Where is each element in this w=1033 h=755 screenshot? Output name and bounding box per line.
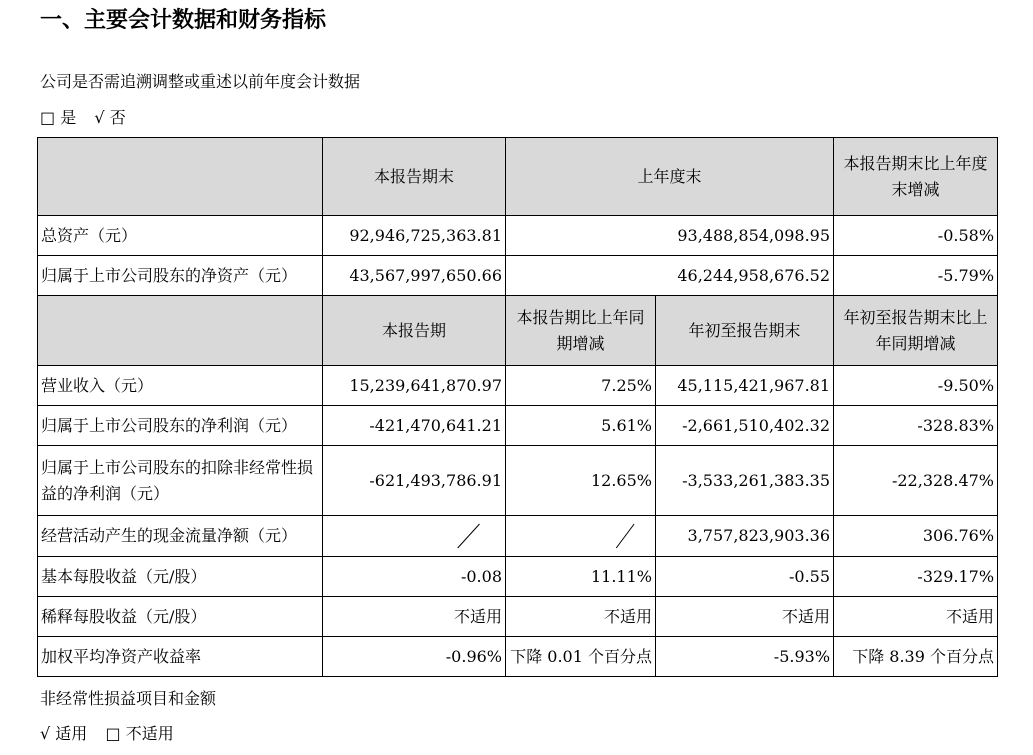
ytd-value: 3,757,823,903.36	[656, 516, 834, 557]
restate-no-check-icon: √	[94, 108, 105, 127]
row-label: 归属于上市公司股东的净资产（元）	[38, 256, 323, 296]
period-yoy-value: 7.25%	[506, 366, 656, 406]
period-value: -0.96%	[323, 637, 506, 677]
table-row-total-assets	[38, 216, 998, 256]
restate-options	[40, 107, 126, 129]
row-label: 归属于上市公司股东的净利润（元）	[38, 406, 323, 446]
period-value: -0.08	[323, 557, 506, 597]
header-blank-cell	[38, 296, 323, 366]
ytd-value: -0.55	[656, 557, 834, 597]
restate-question: 公司是否需追溯调整或重述以前年度会计数据	[40, 72, 361, 91]
not-applicable-slash-cell	[506, 516, 656, 557]
ytd-value: -2,661,510,402.32	[656, 406, 834, 446]
ytd-yoy-value: 306.76%	[834, 516, 998, 557]
table-row-net-assets	[38, 256, 998, 296]
previous-value: 93,488,854,098.95	[506, 216, 834, 256]
nonrecurring-yes-label: 适用	[55, 724, 88, 743]
period-value: -421,470,641.21	[323, 406, 506, 446]
ytd-yoy-value: -328.83%	[834, 406, 998, 446]
row-label: 营业收入（元）	[38, 366, 323, 406]
nonrecurring-title: 非经常性损益项目和金额	[40, 689, 217, 708]
period-yoy-value: 下降 0.01 个百分点	[506, 637, 656, 677]
period-yoy-value: 5.61%	[506, 406, 656, 446]
header-current-period: 本报告期	[323, 296, 506, 366]
nonrecurring-no-label: 不适用	[125, 724, 174, 743]
nonrecurring-yes-check-icon: √	[40, 724, 51, 743]
financial-indicators-table	[37, 137, 998, 677]
section-title: 一、主要会计数据和财务指标	[40, 8, 327, 33]
row-label: 稀释每股收益（元/股）	[38, 597, 323, 637]
ytd-yoy-value: -329.17%	[834, 557, 998, 597]
table-row-revenue	[38, 366, 998, 406]
period-value: 15,239,641,870.97	[323, 366, 506, 406]
header-row-balance	[38, 138, 998, 216]
period-value: -621,493,786.91	[323, 446, 506, 516]
ytd-yoy-value: 下降 8.39 个百分点	[834, 637, 998, 677]
current-value: 43,567,997,650.66	[323, 256, 506, 296]
table-row-net-profit	[38, 406, 998, 446]
header-period-end-change: 本报告期末比上年度末增减	[834, 138, 998, 216]
table-row-operating-cash-flow	[38, 516, 998, 557]
header-year-to-date: 年初至报告期末	[656, 296, 834, 366]
diagonal-slash-icon	[323, 516, 505, 556]
row-label: 总资产（元）	[38, 216, 323, 256]
row-label: 归属于上市公司股东的扣除非经常性损益的净利润（元）	[38, 446, 323, 516]
period-yoy-value: 11.11%	[506, 557, 656, 597]
header-current-period-end: 本报告期末	[323, 138, 506, 216]
restate-yes-checkbox-icon: □	[40, 108, 56, 127]
ytd-value: 45,115,421,967.81	[656, 366, 834, 406]
ytd-value: -5.93%	[656, 637, 834, 677]
previous-value: 46,244,958,676.52	[506, 256, 834, 296]
header-ytd-yoy-change: 年初至报告期末比上年同期增减	[834, 296, 998, 366]
header-row-income	[38, 296, 998, 366]
ytd-yoy-value: -22,328.47%	[834, 446, 998, 516]
header-previous-year-end: 上年度末	[506, 138, 834, 216]
row-label: 经营活动产生的现金流量净额（元）	[38, 516, 323, 557]
table-row-diluted-eps	[38, 597, 998, 637]
ytd-yoy-value: 不适用	[834, 597, 998, 637]
restate-no-label: 否	[109, 108, 126, 127]
change-value: -5.79%	[834, 256, 998, 296]
row-label: 基本每股收益（元/股）	[38, 557, 323, 597]
current-value: 92,946,725,363.81	[323, 216, 506, 256]
ytd-value: 不适用	[656, 597, 834, 637]
diagonal-slash-icon	[506, 516, 655, 556]
ytd-value: -3,533,261,383.35	[656, 446, 834, 516]
row-label: 加权平均净资产收益率	[38, 637, 323, 677]
ytd-yoy-value: -9.50%	[834, 366, 998, 406]
table-row-weighted-roe	[38, 637, 998, 677]
nonrecurring-options	[40, 723, 174, 745]
period-yoy-value: 12.65%	[506, 446, 656, 516]
change-value: -0.58%	[834, 216, 998, 256]
header-blank-cell	[38, 138, 323, 216]
not-applicable-slash-cell	[323, 516, 506, 557]
table-row-basic-eps	[38, 557, 998, 597]
header-period-yoy-change: 本报告期比上年同期增减	[506, 296, 656, 366]
period-value: 不适用	[323, 597, 506, 637]
restate-yes-label: 是	[60, 108, 77, 127]
period-yoy-value: 不适用	[506, 597, 656, 637]
nonrecurring-no-checkbox-icon: □	[105, 724, 121, 743]
table-row-net-profit-excl-nonrecurring	[38, 446, 998, 516]
